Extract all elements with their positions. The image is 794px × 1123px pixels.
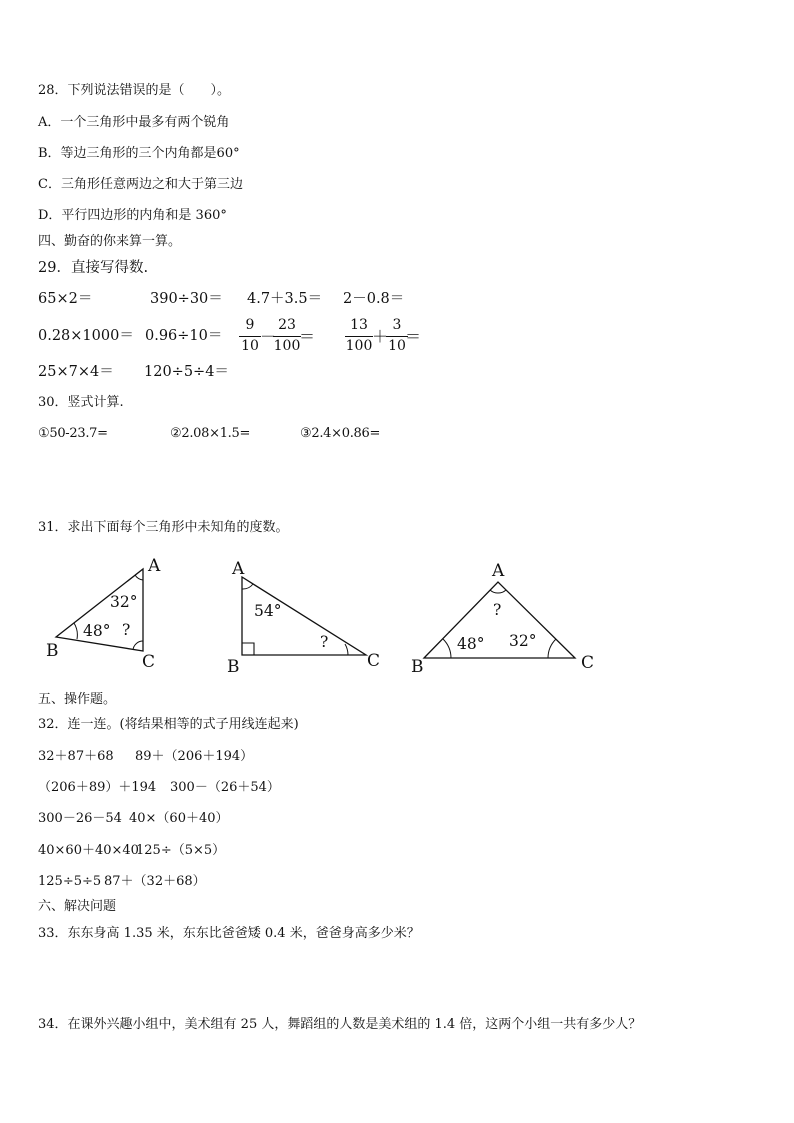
angle-b-value: 48° <box>457 635 485 653</box>
match-right-item: 300－（26＋54） <box>170 780 280 795</box>
vertex-b-label: B <box>411 657 424 677</box>
section-4-heading: 四、勤奋的你来算一算。 <box>38 234 182 249</box>
triangle-3-figure <box>405 555 605 677</box>
question-30-stem: 30．竖式计算. <box>38 395 124 410</box>
vertex-a-label: A <box>232 559 245 579</box>
fraction-9-10 <box>239 317 261 355</box>
vertex-a-label: A <box>148 556 161 576</box>
vertical-calc-item-2: ②2.08×1.5= <box>170 426 251 441</box>
question-28-option-d: D．平行四边形的内角和是 360° <box>38 208 227 223</box>
angle-c-arc <box>548 639 556 658</box>
question-34: 34．在课外兴趣小组中，美术组有 25 人，舞蹈组的人数是美术组的 1.4 倍，这两个小组一共有多少人？ <box>38 1017 642 1032</box>
vertex-b-label: B <box>227 657 240 677</box>
angle-a-value: 32° <box>110 593 138 611</box>
angle-a-unknown: ? <box>493 601 502 619</box>
equals-sign: ＝ <box>299 327 316 346</box>
vertex-c-label: C <box>142 652 156 670</box>
match-left-item: 32＋87＋68 <box>38 749 114 764</box>
fraction-numerator: 3 <box>392 317 402 333</box>
fraction-denominator: 10 <box>241 338 259 354</box>
plus-operator: ＋ <box>372 327 389 346</box>
match-right-item: 125÷（5×5） <box>136 843 226 858</box>
calc-item: 25×7×4＝ <box>38 364 114 380</box>
triangle-2-figure <box>225 555 390 680</box>
calc-item: 4.7＋3.5＝ <box>247 291 323 307</box>
question-33: 33．东东身高 1.35 米，东东比爸爸矮 0.4 米，爸爸身高多少米？ <box>38 926 420 941</box>
match-right-item: 89＋（206＋194） <box>135 749 254 764</box>
calc-item: 0.28×1000＝ <box>38 328 134 344</box>
vertex-a-label: A <box>492 561 505 581</box>
calc-item: 65×2＝ <box>38 291 93 307</box>
match-left-item: 300－26－54 <box>38 811 122 826</box>
angle-a-arc <box>135 575 143 580</box>
fraction-bar <box>239 336 261 337</box>
fraction-denominator: 100 <box>345 338 373 354</box>
calc-item: 0.96÷10＝ <box>145 328 223 344</box>
match-left-item: 125÷5÷5 <box>38 874 102 889</box>
angle-c-arc <box>345 644 348 655</box>
angle-c-unknown: ? <box>320 633 329 651</box>
vertical-calc-item-3: ③2.4×0.86= <box>300 426 381 441</box>
calc-item: 390÷30＝ <box>150 291 223 307</box>
fraction-denominator: 100 <box>273 338 301 354</box>
question-28-option-c: C．三角形任意两边之和大于第三边 <box>38 177 243 192</box>
angle-b-value: 48° <box>83 622 111 640</box>
calc-item: 2－0.8＝ <box>343 291 405 307</box>
fraction-numerator: 13 <box>350 317 368 333</box>
fraction-bar <box>345 336 373 337</box>
question-31-stem: 31．求出下面每个三角形中未知角的度数。 <box>38 520 289 535</box>
fraction-numerator: 9 <box>245 317 255 333</box>
equals-sign: ＝ <box>405 327 422 346</box>
angle-c-arc <box>133 641 143 650</box>
match-left-item: 40×60＋40×40 <box>38 843 139 858</box>
section-6-heading: 六、解决问题 <box>38 899 117 914</box>
fraction-denominator: 10 <box>388 338 406 354</box>
angle-a-arc <box>242 584 253 589</box>
section-5-heading: 五、操作题。 <box>38 692 117 707</box>
angle-b-arc <box>74 623 77 639</box>
question-32-stem: 32．连一连。(将结果相等的式子用线连起来) <box>38 717 299 732</box>
angle-a-value: 54° <box>254 602 282 620</box>
vertex-b-label: B <box>46 641 59 661</box>
vertical-calc-item-1: ①50-23.7= <box>38 426 108 441</box>
vertex-c-label: C <box>367 651 381 671</box>
fraction-23-100 <box>273 317 301 355</box>
angle-c-unknown: ? <box>122 621 131 639</box>
angle-b-arc <box>443 639 451 658</box>
match-right-item: 87＋（32＋68） <box>104 874 206 889</box>
question-28-option-a: A．一个三角形中最多有两个锐角 <box>38 115 230 130</box>
right-angle-mark <box>242 643 254 655</box>
question-28-option-b: B．等边三角形的三个内角都是60° <box>38 146 240 161</box>
fraction-13-100 <box>345 317 373 355</box>
calc-item: 120÷5÷4＝ <box>144 364 229 380</box>
vertex-c-label: C <box>581 653 595 673</box>
question-28-stem: 28．下列说法错误的是（ ）。 <box>38 83 231 98</box>
match-right-item: 40×（60＋40） <box>129 811 229 826</box>
fraction-numerator: 23 <box>278 317 296 333</box>
match-left-item: （206＋89）＋194 <box>38 780 157 795</box>
fraction-bar <box>273 336 301 337</box>
angle-c-value: 32° <box>509 632 537 650</box>
minus-operator: － <box>260 327 277 346</box>
angle-a-arc <box>490 590 506 593</box>
triangle-1-figure <box>40 555 170 670</box>
question-29-stem: 29．直接写得数. <box>38 260 149 276</box>
